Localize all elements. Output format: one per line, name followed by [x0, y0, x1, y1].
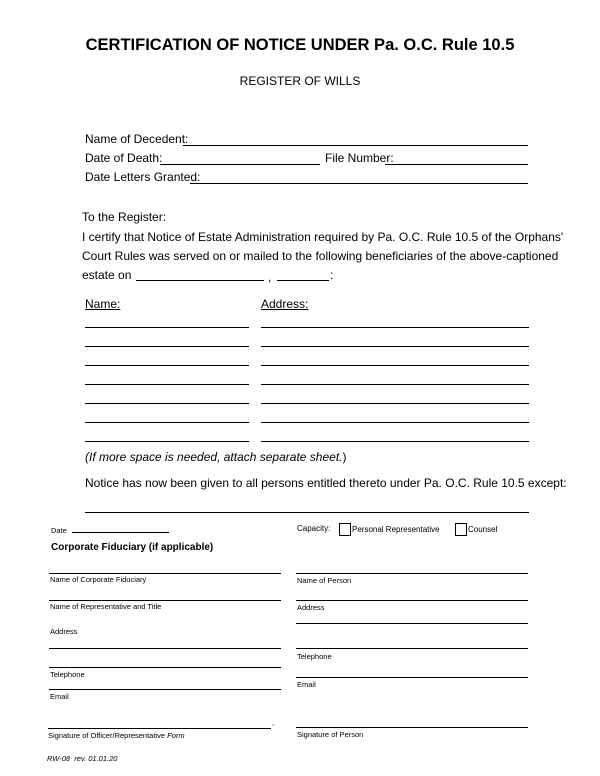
- left-telephone-field[interactable]: [49, 689, 281, 690]
- corporate-name-field[interactable]: [49, 573, 281, 574]
- beneficiary-address-line-6[interactable]: [261, 422, 529, 423]
- date-of-death-field[interactable]: [160, 164, 320, 165]
- beneficiary-address-line-3[interactable]: [261, 365, 529, 366]
- beneficiary-address-line-2[interactable]: [261, 346, 529, 347]
- capacity-label: Capacity:: [297, 524, 331, 533]
- left-address-field-2[interactable]: [49, 667, 281, 668]
- more-space-note-text: (If more space is needed, attach separate sheet.: [85, 450, 343, 464]
- beneficiary-address-line-4[interactable]: [261, 384, 529, 385]
- beneficiary-name-line-7[interactable]: [85, 441, 249, 442]
- more-space-note: [85, 450, 346, 464]
- beneficiary-address-line-7[interactable]: [261, 441, 529, 442]
- beneficiary-name-header: Name:: [85, 297, 121, 311]
- file-number-field[interactable]: [385, 164, 528, 165]
- form-id: RW-08 rev. 01.01.20: [47, 754, 118, 763]
- certification-line-1: I certify that Notice of Estate Administration required by Pa. O.C. Rule 10.5 of the Orphans': [82, 230, 564, 244]
- letters-granted-field[interactable]: [190, 183, 528, 184]
- left-address-field-1[interactable]: [49, 648, 281, 649]
- beneficiary-name-line-3[interactable]: [85, 365, 249, 366]
- date-label: Date: [51, 526, 67, 535]
- signature-comma: ,: [272, 718, 275, 727]
- beneficiary-name-line-5[interactable]: [85, 403, 249, 404]
- notice-statement: Notice has now been given to all persons entitled thereto under Pa. O.C. Rule 10.5 except:: [85, 476, 567, 490]
- right-address-field-2[interactable]: [296, 648, 528, 649]
- certification-line-2: Court Rules was served on or mailed to the following beneficiaries of the above-captioned: [82, 249, 559, 263]
- right-address-label: Address: [297, 603, 325, 612]
- page-title: CERTIFICATION OF NOTICE UNDER Pa. O.C. Rule 10.5: [85, 36, 515, 54]
- beneficiary-name-line-6[interactable]: [85, 422, 249, 423]
- officer-signature-label-form: Form: [167, 731, 185, 740]
- beneficiary-address-line-5[interactable]: [261, 403, 529, 404]
- decedent-name-label: Name of Decedent:: [85, 132, 189, 146]
- more-space-note-close: ): [342, 450, 347, 464]
- person-name-field[interactable]: [296, 573, 528, 574]
- beneficiary-name-line-4[interactable]: [85, 384, 249, 385]
- representative-field[interactable]: [49, 600, 281, 601]
- officer-signature-field[interactable]: [48, 728, 271, 729]
- left-address-label: Address: [50, 627, 78, 636]
- to-register-text: To the Register:: [82, 210, 167, 224]
- file-number-label: File Number:: [325, 151, 394, 165]
- officer-signature-label: [48, 731, 185, 740]
- beneficiary-name-line-1[interactable]: [85, 327, 249, 328]
- person-signature-label: Signature of Person: [297, 730, 364, 739]
- decedent-name-field[interactable]: [183, 145, 528, 146]
- right-telephone-field[interactable]: [296, 677, 528, 678]
- right-email-label: Email: [297, 680, 316, 689]
- colon-separator: :: [330, 268, 334, 282]
- date-field[interactable]: [72, 532, 169, 533]
- person-name-label: Name of Person: [297, 576, 352, 585]
- beneficiary-address-header: Address:: [261, 297, 309, 311]
- left-telephone-label: Telephone: [50, 670, 85, 679]
- corporate-name-label: Name of Corporate Fiduciary: [50, 575, 147, 584]
- beneficiary-name-line-2[interactable]: [85, 346, 249, 347]
- estate-on-label: estate on: [82, 268, 132, 282]
- service-year-field[interactable]: [277, 280, 329, 281]
- person-signature-field[interactable]: [296, 727, 528, 728]
- right-address-field-1[interactable]: [296, 623, 528, 624]
- counsel-checkbox[interactable]: [455, 523, 467, 536]
- left-email-label: Email: [50, 692, 69, 701]
- corporate-fiduciary-heading: Corporate Fiduciary (if applicable): [51, 542, 214, 553]
- personal-representative-label: Personal Representative: [352, 525, 440, 534]
- beneficiary-address-line-1[interactable]: [261, 327, 529, 328]
- exceptions-field[interactable]: [85, 512, 529, 513]
- right-telephone-label: Telephone: [297, 652, 332, 661]
- comma-separator: ,: [268, 270, 272, 284]
- officer-signature-label-text: Signature of Officer/Representative: [48, 731, 166, 740]
- representative-label: Name of Representative and Title: [50, 602, 162, 611]
- date-of-death-label: Date of Death:: [85, 151, 163, 165]
- personal-representative-checkbox[interactable]: [339, 523, 351, 536]
- page-subtitle: REGISTER OF WILLS: [239, 74, 361, 88]
- letters-granted-label: Date Letters Granted:: [85, 170, 201, 184]
- service-date-field[interactable]: [136, 280, 264, 281]
- right-address-divider: [296, 600, 528, 601]
- counsel-label: Counsel: [468, 525, 498, 534]
